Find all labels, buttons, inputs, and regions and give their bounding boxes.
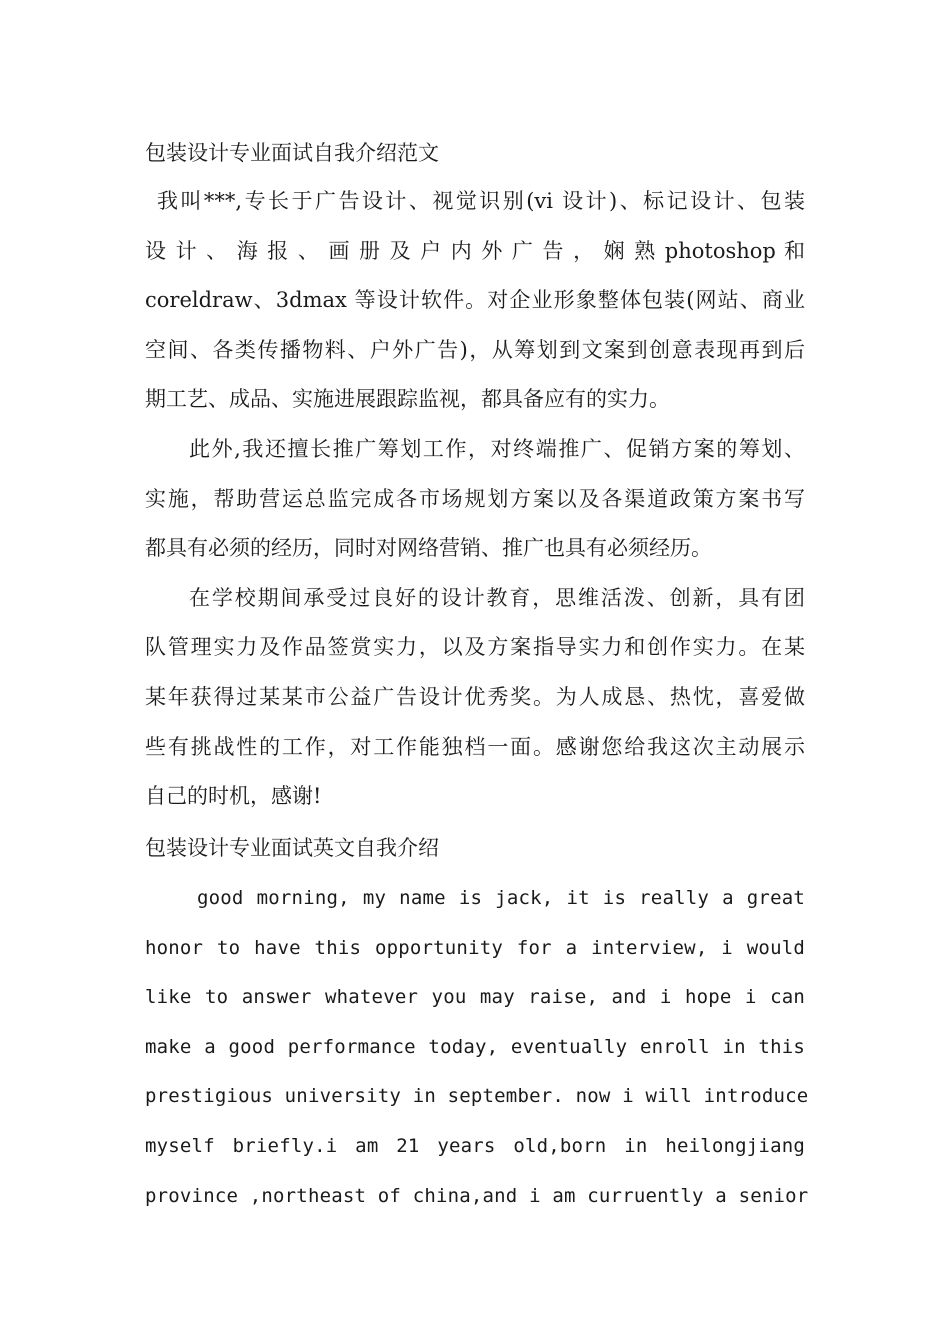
text-line: 在学校期间承受过良好的设计教育，思维活泼、创新，具有团 (189, 585, 805, 610)
text-line: good morning, my name is jack, it is really a great (197, 887, 805, 909)
text-line: make a good performance today, eventually enroll in this (145, 1035, 805, 1058)
text-line: 都具有必须的经历，同时对网络营销、推广也具有必须经历。 (145, 536, 712, 561)
text-line: 实施，帮助营运总监完成各市场规划方案以及各渠道政策方案书写 (145, 486, 805, 511)
text-line: 些有挑战性的工作，对工作能独档一面。感谢您给我这次主动展示 (145, 734, 805, 759)
text-line: honor to have this opportunity for a interview, i would (145, 936, 805, 959)
document-heading-cn: 包装设计专业面试自我介绍范文 (145, 141, 439, 165)
text-line: 此外,我还擅长推广筹划工作，对终端推广、促销方案的筹划、 (189, 436, 805, 461)
text-line: 某年获得过某某市公益广告设计优秀奖。为人成恳、热忱，喜爱做 (145, 684, 805, 709)
paragraphs-en (145, 874, 809, 1221)
paragraphs-cn (145, 177, 805, 822)
text-line: prestigious university in september. now i will introduce (145, 1085, 809, 1108)
text-line: 期工艺、成品、实施进展跟踪监视，都具备应有的实力。 (145, 387, 670, 412)
text-line: 空间、各类传播物料、户外广告)，从筹划到文案到创意表现再到后 (145, 337, 805, 362)
text-line: 设 计 、 海 报 、 画 册 及 户 内 外 广 告 ， 娴 熟 photoshop 和 (145, 238, 805, 263)
text-line: like to answer whatever you may raise, and i hope i can (145, 986, 805, 1009)
text-line: 我叫***,专长于广告设计、视觉识别(vi 设计)、标记设计、包装 (157, 189, 805, 213)
text-line: myself briefly.i am 21 years old,born in heilongjiang (145, 1134, 805, 1157)
text-line: coreldraw、3dmax 等设计软件。对企业形象整体包装(网站、商业 (145, 288, 805, 313)
document-heading-en-intro: 包装设计专业面试英文自我介绍 (145, 836, 439, 860)
text-line: 队管理实力及作品签赏实力，以及方案指导实力和创作实力。在某 (145, 635, 805, 660)
text-line: 自己的时机，感谢! (145, 784, 322, 809)
text-line: province ,northeast of china,and i am curruently a senior (145, 1184, 809, 1207)
